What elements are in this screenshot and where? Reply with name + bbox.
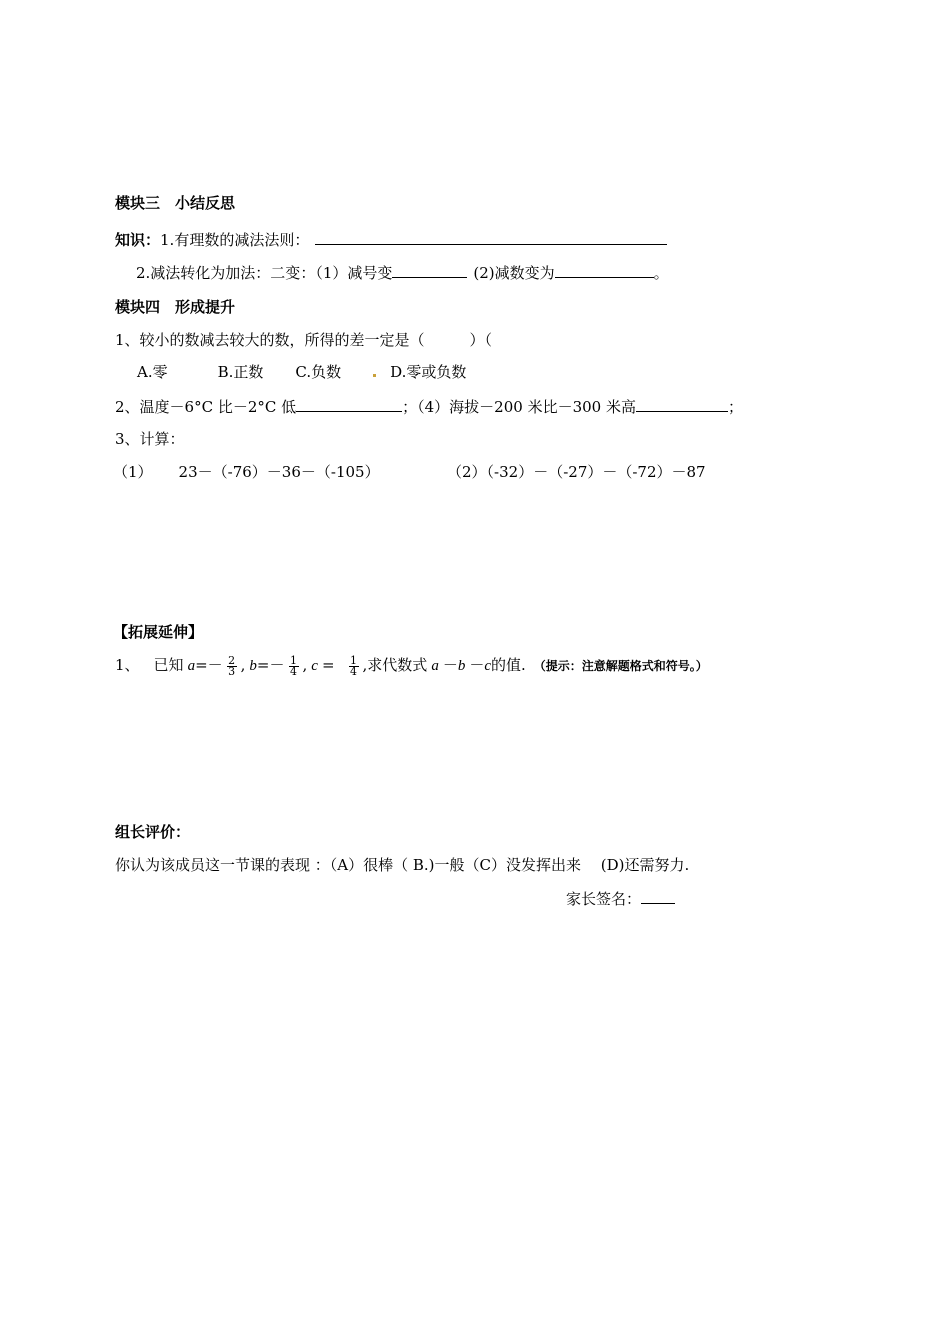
ask-end: 的值.: [491, 656, 526, 674]
evaluation-text: 你认为该成员这一节课的表现 ：（A）很棒（ B.)一般（C）没发挥出来 (D)还需努力.: [115, 856, 690, 874]
item2-line: [136, 262, 669, 283]
calc-2-expression: （-32）－（-27）－（-72）－87: [486, 463, 706, 481]
expr-minus-2: －: [469, 656, 485, 674]
extension-known: 已知: [153, 656, 184, 674]
var-b: b: [249, 658, 257, 674]
knowledge-label: 知识：: [115, 231, 161, 249]
expr-b: b: [457, 658, 466, 674]
expr-c: c: [484, 658, 492, 674]
parent-signature-line: [566, 888, 675, 909]
question-3: 3、计算：: [115, 430, 185, 448]
hint-text: （提示：注意解题格式和符号。）: [533, 659, 708, 673]
decorative-dot: [373, 374, 376, 377]
calc-2: [447, 462, 706, 482]
subtrahend-blank[interactable]: [555, 262, 654, 278]
expr-a: a: [431, 658, 439, 674]
section3-heading: 模块三 小结反思: [115, 194, 236, 212]
item2-text: 2.减法转化为加法：二变：（1）减号变: [136, 264, 393, 282]
section4-heading: 模块四 形成提升: [115, 298, 236, 316]
extension-number: 1、: [115, 656, 140, 674]
comma-2: ,: [302, 656, 308, 674]
option-d[interactable]: D.零或负数: [390, 363, 467, 381]
var-a: a: [187, 658, 196, 674]
temperature-blank[interactable]: [296, 396, 402, 412]
expr-minus-1: －: [442, 656, 458, 674]
calc-1-label: （1）: [113, 463, 153, 481]
item2-mid: (2)减数变为: [473, 264, 555, 282]
question-1: 1、较小的数减去较大的数，所得的差一定是（ ）（: [115, 331, 493, 349]
ask-text: ,求代数式: [362, 656, 428, 674]
question-2-end: ；: [727, 398, 743, 416]
fraction-b-numerator: 1: [290, 653, 297, 667]
knowledge-line: [115, 229, 667, 250]
b-equals: =－: [256, 656, 285, 674]
fraction-c: [349, 653, 359, 678]
evaluation-heading: 组长评价：: [115, 823, 191, 841]
fraction-c-denominator: 4: [350, 664, 358, 678]
question-2-part1: 2、温度－6°C 比－2°C 低: [115, 398, 297, 416]
comma-1: ,: [240, 656, 246, 674]
option-c[interactable]: C.负数: [295, 363, 342, 381]
a-equals: =－: [195, 656, 223, 674]
calc-1-expression: 23－（-76）－36－（-105）: [178, 463, 380, 481]
option-a[interactable]: A.零: [137, 363, 168, 381]
fraction-a-numerator: 2: [228, 653, 236, 667]
extension-heading: 【拓展延伸】: [113, 623, 204, 641]
item2-end: 。: [653, 264, 669, 282]
parent-signature-blank[interactable]: [641, 888, 675, 904]
c-equals: =: [321, 656, 335, 674]
minus-sign-blank[interactable]: [392, 262, 467, 278]
parent-signature-label: 家长签名：: [566, 890, 642, 908]
knowledge-item1: 1.有理数的减法法则: [160, 231, 295, 249]
fraction-a: [227, 653, 237, 678]
option-b[interactable]: B.正数: [217, 363, 264, 381]
altitude-blank[interactable]: [636, 396, 728, 412]
question-2: [115, 396, 743, 417]
fraction-c-numerator: 1: [350, 653, 358, 667]
question-2-part2: ；（4）海拔－200 米比－300 米高: [402, 398, 636, 416]
fraction-a-denominator: 3: [228, 664, 236, 678]
fraction-b: [289, 653, 299, 678]
extension-question: [115, 653, 708, 678]
knowledge-colon: ：: [294, 231, 310, 249]
calc-2-label: （2）: [447, 463, 487, 481]
question-1-options: [137, 362, 466, 382]
calc-1: [113, 462, 380, 482]
knowledge-answer-blank[interactable]: [315, 229, 667, 245]
fraction-b-denominator: 4: [290, 664, 297, 678]
var-c: c: [311, 658, 318, 674]
